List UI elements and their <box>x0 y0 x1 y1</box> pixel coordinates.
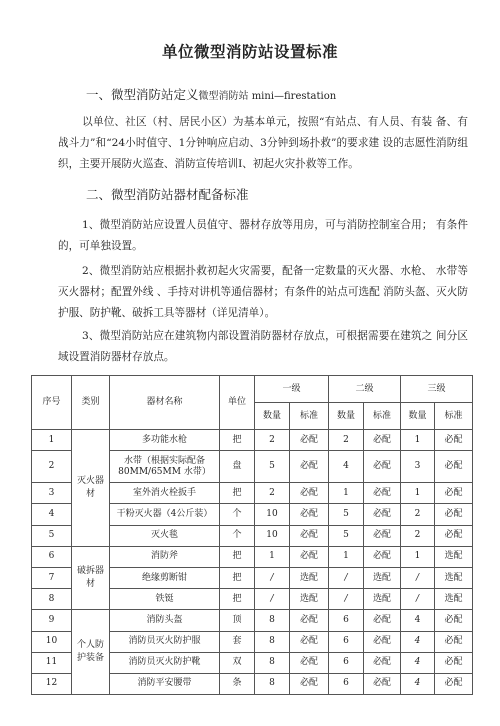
cell-q3: 4 <box>401 652 435 673</box>
cell-q2: / <box>329 589 364 610</box>
cell-q1: 8 <box>255 652 290 673</box>
cell-s1: 选配 <box>290 589 329 610</box>
cell-s3: 必配 <box>435 610 473 631</box>
cell-s2: 选配 <box>364 567 401 588</box>
cell-q1: 8 <box>255 631 290 652</box>
cell-q1: 1 <box>255 546 290 567</box>
cell-q2: 6 <box>329 652 364 673</box>
section1-heading-sub: 微型消防站 mini—firestation <box>198 91 337 102</box>
cell-q1: 2 <box>255 430 290 451</box>
cell-s1: 选配 <box>290 567 329 588</box>
cell-q2: 5 <box>329 504 364 525</box>
cell-s2: 必配 <box>364 525 401 546</box>
cell-name: 水带（根据实际配备80MM/65MM 水带） <box>110 451 220 483</box>
section1-heading <box>86 85 336 103</box>
section2-paragraph-3 <box>58 326 468 368</box>
cell-unit: 双 <box>220 652 255 673</box>
section2-paragraph-1 <box>58 215 468 257</box>
cell-s2: 必配 <box>364 504 401 525</box>
cell-s3: 必配 <box>435 483 473 504</box>
cell-name: 消防头盔 <box>110 610 220 631</box>
cell-q3: 1 <box>401 546 435 567</box>
cell-s1: 必配 <box>290 451 329 483</box>
header-qty: 数量 <box>401 403 435 430</box>
category-breaking: 破拆器材 <box>72 546 110 610</box>
cell-name: 消防斧 <box>110 546 220 567</box>
cell-q1: 2 <box>255 483 290 504</box>
cell-s3: 必配 <box>435 525 473 546</box>
cell-q3: 4 <box>401 610 435 631</box>
section2-paragraph-2-text: 2、微型消防站应根据扑救初起火灾需要，配备一定数量的灭火器、水枪、 水带等灭火器材；配置外线 、手持对讲机等通信器材；有条件的站点可选配 消防头盔、灭火防护服、防护靴、破拆工具等器材（详见清单）。 <box>58 265 468 319</box>
cell-q1: 10 <box>255 504 290 525</box>
page-title: 单位微型消防站设置标准 <box>161 42 338 61</box>
header-std: 标准 <box>290 403 329 430</box>
header-std: 标准 <box>364 403 401 430</box>
cell-no: 10 <box>32 631 72 652</box>
cell-no: 3 <box>32 483 72 504</box>
cell-q2: 1 <box>329 483 364 504</box>
cell-s3: 必配 <box>435 673 473 694</box>
table-row <box>32 610 473 631</box>
cell-s1: 必配 <box>290 430 329 451</box>
cell-no: 7 <box>32 567 72 588</box>
cell-q2: 6 <box>329 631 364 652</box>
cell-s2: 必配 <box>364 430 401 451</box>
cell-q3: 3 <box>401 451 435 483</box>
cell-name: 绝缘剪断钳 <box>110 567 220 588</box>
category-protect: 个人防护装备 <box>72 610 110 695</box>
cell-s3: 必配 <box>435 631 473 652</box>
cell-name: 室外消火栓扳手 <box>110 483 220 504</box>
cell-s2: 必配 <box>364 546 401 567</box>
cell-name: 干粉灭火器（4公斤装） <box>110 504 220 525</box>
cell-unit: 把 <box>220 546 255 567</box>
table-header-row <box>32 376 473 403</box>
cell-name: 消防员灭火防护靴 <box>110 652 220 673</box>
cell-s3: 选配 <box>435 589 473 610</box>
cell-s3: 选配 <box>435 567 473 588</box>
cell-s2: 选配 <box>364 589 401 610</box>
cell-s2: 必配 <box>364 631 401 652</box>
cell-s1: 必配 <box>290 504 329 525</box>
cell-no: 11 <box>32 652 72 673</box>
cell-s1: 必配 <box>290 483 329 504</box>
cell-q1: / <box>255 567 290 588</box>
cell-no: 5 <box>32 525 72 546</box>
cell-unit: 把 <box>220 567 255 588</box>
header-qty: 数量 <box>329 403 364 430</box>
cell-no: 6 <box>32 546 72 567</box>
cell-q2: / <box>329 567 364 588</box>
cell-unit: 条 <box>220 673 255 694</box>
cell-unit: 把 <box>220 430 255 451</box>
cell-q3: 2 <box>401 504 435 525</box>
cell-q2: 2 <box>329 430 364 451</box>
section1-paragraph <box>58 112 468 175</box>
cell-s2: 必配 <box>364 483 401 504</box>
table-row <box>32 546 473 567</box>
cell-q2: 6 <box>329 673 364 694</box>
cell-unit: 套 <box>220 631 255 652</box>
cell-s2: 必配 <box>364 451 401 483</box>
cell-q1: 10 <box>255 525 290 546</box>
cell-no: 4 <box>32 504 72 525</box>
section2-paragraph-2 <box>58 261 468 324</box>
cell-unit: 把 <box>220 589 255 610</box>
cell-q1: 5 <box>255 451 290 483</box>
section1-heading-text: 一、微型消防站定义 <box>86 87 199 102</box>
cell-s1: 必配 <box>290 673 329 694</box>
cell-s1: 必配 <box>290 631 329 652</box>
cell-q1: / <box>255 589 290 610</box>
cell-no: 12 <box>32 673 72 694</box>
cell-s2: 必配 <box>364 610 401 631</box>
cell-name: 灭火毯 <box>110 525 220 546</box>
section2-paragraph-1-text: 1、微型消防站应设置人员值守、器材存放等用房，可与消防控制室合用； 有条件的，可单独设置。 <box>58 219 468 252</box>
cell-s2: 必配 <box>364 652 401 673</box>
cell-name: 铁铤 <box>110 589 220 610</box>
cell-s3: 必配 <box>435 430 473 451</box>
cell-s3: 选配 <box>435 546 473 567</box>
cell-q2: 6 <box>329 610 364 631</box>
cell-q3: 1 <box>401 483 435 504</box>
section2-paragraph-3-text: 3、微型消防站应在建筑物内部设置消防器材存放点，可根据需要在建筑之 间分区域设置消防器材存放点。 <box>58 330 468 363</box>
cell-unit: 个 <box>220 525 255 546</box>
equipment-table <box>31 375 473 695</box>
cell-no: 8 <box>32 589 72 610</box>
category-extinguish: 灭火器材 <box>72 430 110 547</box>
cell-q3: / <box>401 589 435 610</box>
cell-no: 1 <box>32 430 72 451</box>
cell-name: 消防员灭火防护服 <box>110 631 220 652</box>
cell-s1: 必配 <box>290 525 329 546</box>
section2-heading: 二、微型消防站器材配备标准 <box>86 187 249 202</box>
cell-q1: 8 <box>255 610 290 631</box>
cell-name: 消防平安腰带 <box>110 673 220 694</box>
cell-q3: 2 <box>401 525 435 546</box>
cell-q1: 8 <box>255 673 290 694</box>
cell-q2: 1 <box>329 546 364 567</box>
table-row <box>32 430 473 451</box>
header-unit: 单位 <box>220 376 255 430</box>
cell-q3: 4 <box>401 673 435 694</box>
header-name: 器材名称 <box>110 376 220 430</box>
header-seq: 序号 <box>32 376 72 430</box>
cell-no: 2 <box>32 451 72 483</box>
cell-no: 9 <box>32 610 72 631</box>
cell-s3: 必配 <box>435 652 473 673</box>
header-category: 类别 <box>72 376 110 430</box>
cell-q2: 5 <box>329 525 364 546</box>
cell-q3: 4 <box>401 631 435 652</box>
cell-unit: 个 <box>220 504 255 525</box>
cell-name: 多功能水枪 <box>110 430 220 451</box>
cell-unit: 盘 <box>220 451 255 483</box>
cell-q2: 4 <box>329 451 364 483</box>
header-qty: 数量 <box>255 403 290 430</box>
cell-unit: 顶 <box>220 610 255 631</box>
cell-s3: 必配 <box>435 451 473 483</box>
cell-s2: 必配 <box>364 673 401 694</box>
section1-paragraph-text: 以单位、社区（村、居民小区）为基本单元，按照“有站点、有人员、有装 备、有战斗力”和“24小时值守、1分钟响应启动、3分钟到场扑救”的要求建 设的志愿性消防组织，主要开展防火巡查、消防宣传培训I、初起火灾扑救等工作。 <box>58 116 468 170</box>
header-level1: 一级 <box>255 376 329 403</box>
header-level2: 二级 <box>329 376 401 403</box>
cell-s3: 必配 <box>435 504 473 525</box>
cell-unit: 把 <box>220 483 255 504</box>
cell-s1: 必配 <box>290 546 329 567</box>
cell-q3: / <box>401 567 435 588</box>
cell-s1: 必配 <box>290 652 329 673</box>
header-std: 标准 <box>435 403 473 430</box>
cell-s1: 必配 <box>290 610 329 631</box>
header-level3: 三级 <box>401 376 473 403</box>
cell-q3: 1 <box>401 430 435 451</box>
